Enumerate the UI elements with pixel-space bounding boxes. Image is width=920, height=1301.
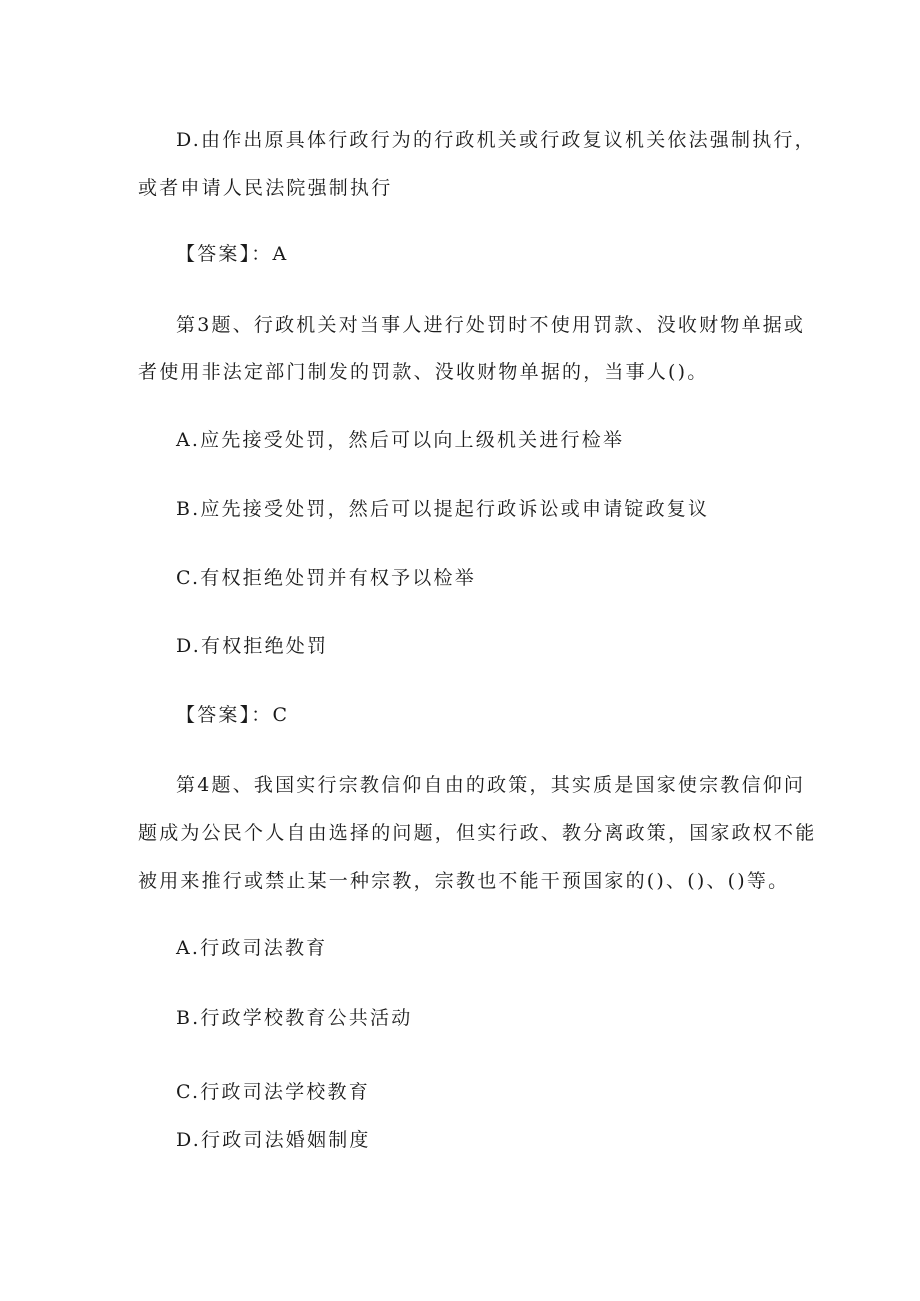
q3-stem-line1: 第3题、行政机关对当事人进行处罚时不使用罚款、没收财物单据或 xyxy=(176,314,806,336)
q2-option-d-line1: D.由作出原具体行政行为的行政机关或行政复议机关依法强制执行， xyxy=(176,129,816,151)
q4-option-d: D.行政司法婚姻制度 xyxy=(176,1129,371,1151)
q2-option-d-line2: 或者申请人民法院强制执行 xyxy=(138,177,393,199)
q3-option-c: C.有权拒绝处罚并有权予以检举 xyxy=(176,567,476,589)
q3-option-a: A.应先接受处罚，然后可以向上级机关进行检举 xyxy=(176,429,625,451)
q4-option-c: C.行政司法学校教育 xyxy=(176,1081,370,1103)
q4-option-a: A.行政司法教育 xyxy=(176,937,328,959)
q4-option-b: B.行政学校教育公共活动 xyxy=(176,1007,413,1029)
q3-answer: 【答案】：C xyxy=(176,704,290,726)
q4-stem-line2: 题成为公民个人自由选择的问题，但实行政、教分离政策，国家政权不能 xyxy=(138,822,817,844)
q3-stem-line2: 者使用非法定部门制发的罚款、没收财物单据的，当事人()。 xyxy=(138,361,709,383)
q3-option-b: B.应先接受处罚，然后可以提起行政诉讼或申请锭政复议 xyxy=(176,498,710,520)
q4-stem-line1: 第4题、我国实行宗教信仰自由的政策，其实质是国家使宗教信仰问 xyxy=(176,774,806,796)
q3-option-d: D.有权拒绝处罚 xyxy=(176,635,329,657)
q4-stem-line3: 被用来推行或禁止某一种宗教，宗教也不能干预国家的()、()、()等。 xyxy=(138,870,790,892)
q2-answer: 【答案】：A xyxy=(176,243,289,265)
